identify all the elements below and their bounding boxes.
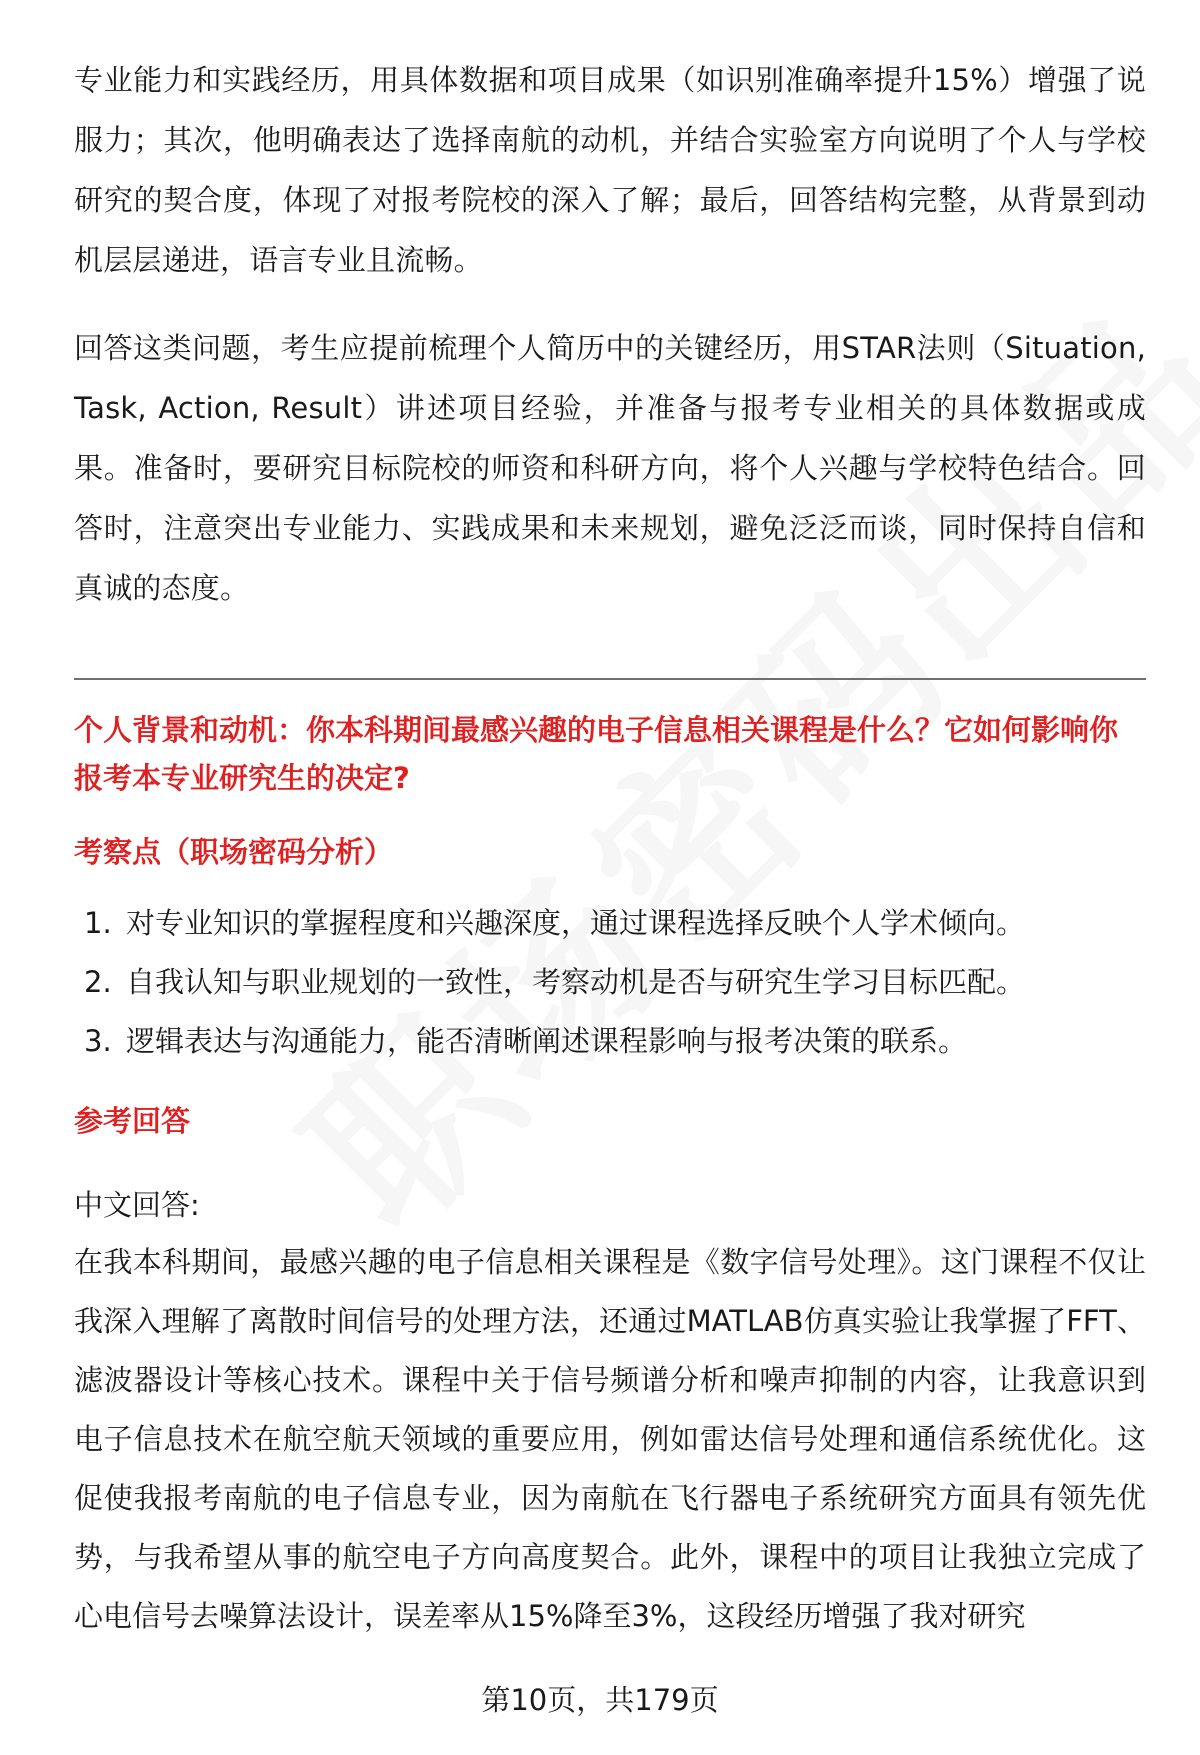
intro-paragraph-1: 专业能力和实践经历，用具体数据和项目成果（如识别准确率提升15%）增强了说服力；其次，他明确表达了选择南航的动机，并结合实验室方向说明了个人与学校研究的契合度，体现了对报考院校的深入了解；最后，回答结构完整，从背景到动机层层递进，语言专业且流畅。	[74, 63, 1146, 277]
list-item-number: 1.	[84, 906, 112, 940]
list-item	[74, 953, 1146, 1012]
list-item-text: 逻辑表达与沟通能力，能否清晰阐述课程影响与报考决策的联系。	[126, 1024, 968, 1058]
list-item	[74, 894, 1146, 953]
analysis-title: 考察点（职场密码分析）	[74, 835, 394, 869]
answer-label: 中文回答:	[74, 1188, 200, 1222]
list-item-text: 对专业知识的掌握程度和兴趣深度，通过课程选择反映个人学术倾向。	[126, 906, 1026, 940]
list-item-number: 2.	[84, 965, 112, 999]
document-page	[74, 50, 1146, 1646]
list-item-number: 3.	[84, 1024, 112, 1058]
list-item-text: 自我认知与职业规划的一致性，考察动机是否与研究生学习目标匹配。	[126, 965, 1026, 999]
list-item	[74, 1012, 1146, 1071]
question-heading: 个人背景和动机：你本科期间最感兴趣的电子信息相关课程是什么？它如何影响你报考本专业研究生的决定?	[74, 713, 1119, 795]
intro-paragraph-2: 回答这类问题，考生应提前梳理个人简历中的关键经历，用STAR法则（Situation, Task, Action, Result）讲述项目经验，并准备与报考专业相关的具体数据或成果。准备时，要研究目标院校的师资和科研方向，将个人兴趣与学校特色结合。回答时，注意突出专业能力、实践成果和未来规划，避免泛泛而谈，同时保持自信和真诚的态度。	[74, 331, 1146, 605]
reference-title: 参考回答	[74, 1104, 191, 1138]
section-divider	[74, 678, 1146, 680]
analysis-points-list	[74, 894, 1146, 1071]
page-number-footer: 第10页，共179页	[481, 1683, 719, 1717]
answer-body: 在我本科期间，最感兴趣的电子信息相关课程是《数字信号处理》。这门课程不仅让我深入理解了离散时间信号的处理方法，还通过MATLAB仿真实验让我掌握了FFT、滤波器设计等核心技术。课程中关于信号频谱分析和噪声抑制的内容，让我意识到电子信息技术在航空航天领域的重要应用，例如雷达信号处理和通信系统优化。这促使我报考南航的电子信息专业，因为南航在飞行器电子系统研究方面具有领先优势，与我希望从事的航空电子方向高度契合。此外，课程中的项目让我独立完成了心电信号去噪算法设计，误差率从15%降至3%，这段经历增强了我对研究	[74, 1245, 1146, 1633]
